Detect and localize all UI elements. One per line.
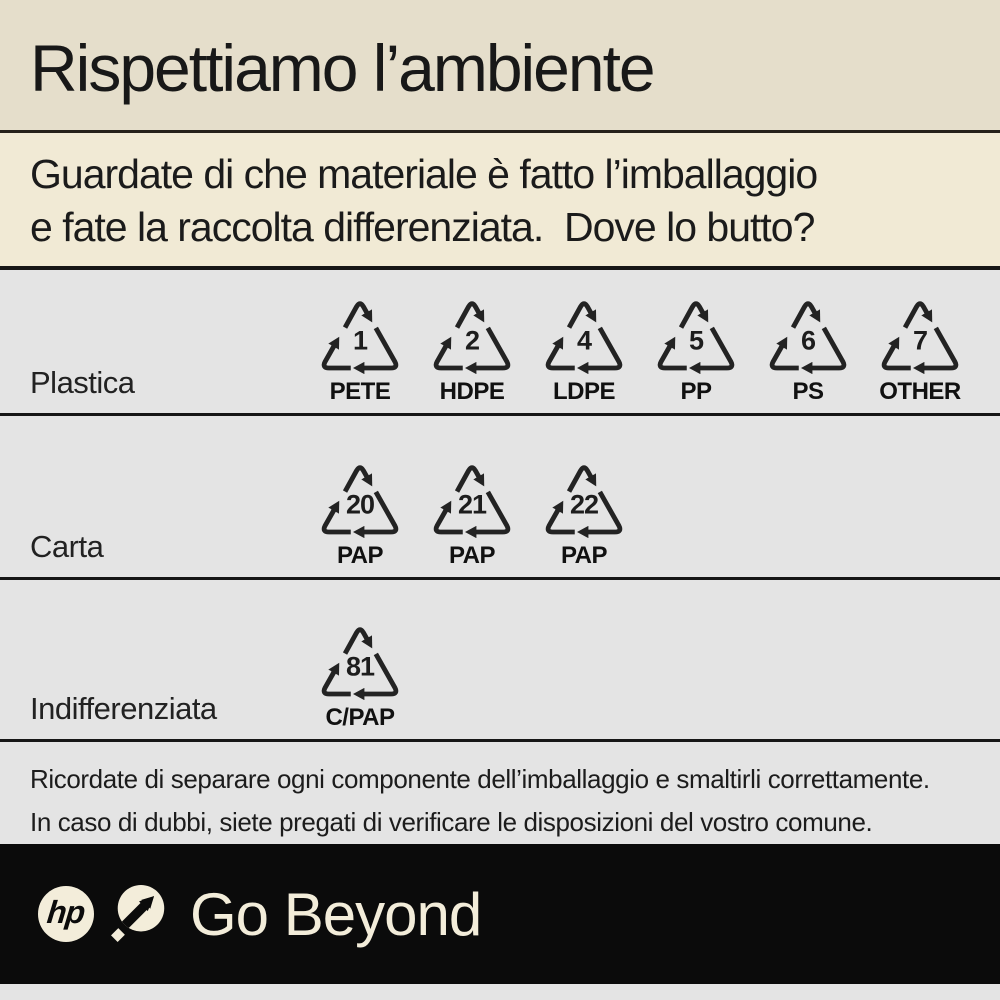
go-beyond-arrow-icon	[109, 882, 171, 946]
material-code-label: LDPE	[552, 378, 615, 405]
symbol-strip	[312, 459, 632, 571]
material-code-label: PS	[792, 378, 824, 405]
resin-code: 81	[345, 651, 375, 682]
resin-code: 20	[345, 489, 375, 520]
recycling-symbol-pap-21	[424, 459, 520, 571]
material-code-label: PAP	[560, 542, 608, 569]
header	[0, 0, 1000, 133]
recycling-symbol-hdpe	[424, 295, 520, 407]
category-label: Plastica	[30, 365, 135, 400]
material-code-label: HDPE	[439, 378, 505, 405]
material-row-carta	[0, 416, 1000, 580]
resin-code: 5	[688, 325, 704, 356]
recycling-symbol-ldpe	[536, 295, 632, 407]
symbol-strip	[312, 295, 968, 407]
brand-bar	[0, 844, 1000, 984]
resin-code: 4	[576, 325, 592, 356]
recycling-symbol-ps	[760, 295, 856, 407]
material-code-label: PP	[680, 378, 712, 405]
material-row-indifferenziata	[0, 580, 1000, 742]
intro-line-1: Guardate di che materiale è fatto l’imballaggio	[30, 151, 818, 197]
intro-line-2: e fate la raccolta differenziata. Dove lo butto?	[30, 204, 815, 250]
recycling-symbol-cpap-81	[312, 621, 408, 733]
note-line-2: In caso di dubbi, siete pregati di verificare le disposizioni del vostro comune.	[30, 807, 873, 837]
recycling-symbol-pap-22	[536, 459, 632, 571]
category-label: Carta	[30, 529, 104, 564]
tagline-text: Go Beyond	[190, 880, 482, 948]
material-row-plastica	[0, 270, 1000, 416]
recycling-symbol-pp	[648, 295, 744, 407]
symbol-strip	[312, 621, 408, 733]
material-code-label: PAP	[336, 542, 384, 569]
resin-code: 1	[352, 325, 368, 356]
intro-section	[0, 133, 1000, 270]
category-label: Indifferenziata	[30, 691, 217, 726]
hp-logo-icon	[38, 886, 94, 942]
material-code-label: PETE	[329, 378, 391, 405]
page-title: Rispettiamo l’ambiente	[30, 31, 654, 105]
resin-code: 6	[800, 325, 816, 356]
recycling-symbol-pap-20	[312, 459, 408, 571]
resin-code: 22	[569, 489, 599, 520]
material-code-label: PAP	[448, 542, 496, 569]
material-code-label: OTHER	[879, 378, 961, 405]
material-code-label: C/PAP	[325, 704, 395, 731]
note-line-1: Ricordate di separare ogni componente dell’imballaggio e smaltirli correttamente.	[30, 764, 930, 794]
hp-logo-text: hp	[45, 893, 87, 930]
resin-code: 2	[464, 325, 480, 356]
recycling-symbol-other	[872, 295, 968, 407]
recycling-symbol-pete	[312, 295, 408, 407]
note-section	[0, 742, 1000, 844]
resin-code: 21	[457, 489, 487, 520]
resin-code: 7	[912, 325, 928, 356]
